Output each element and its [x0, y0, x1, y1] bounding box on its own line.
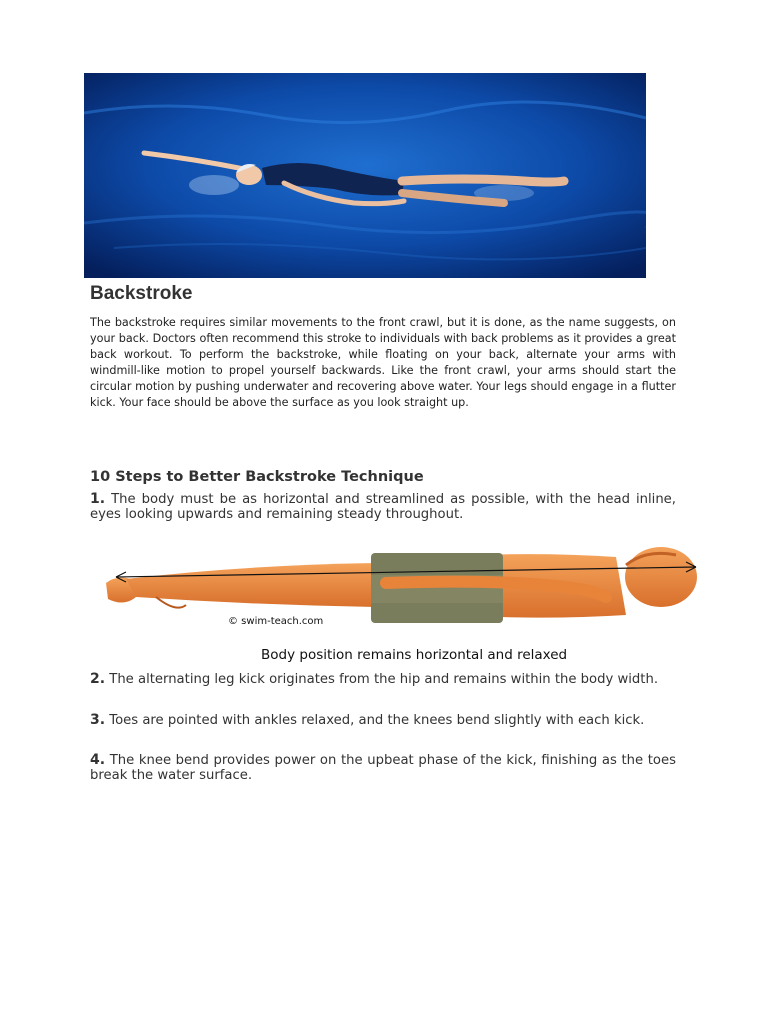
section-title: Backstroke [90, 283, 193, 304]
body-position-figure [96, 535, 708, 665]
step-number: 4. [90, 752, 106, 768]
image-credit: © swim-teach.com [228, 616, 324, 627]
intro-paragraph: The backstroke requires similar movements to the front crawl, but it is done, as the name suggests, on your back. Doctors often recommend this stroke to individuals with back problems as it provides a great back workout. To perform the backstroke, while floating on your back, alternate your arms with windmill-like motion to propel yourself backwards. Like the front crawl, your arms should start the circular motion by pushing underwater and recovering above water. Your legs should engage in a flutter kick. Your face should be above the surface as you look straight up. [90, 316, 676, 409]
step-number: 3. [90, 712, 106, 728]
step-3 [90, 713, 676, 728]
backstroke-photo [84, 73, 646, 278]
step-2 [90, 672, 676, 687]
steps-heading: 10 Steps to Better Backstroke Technique [90, 469, 424, 485]
step-text: The knee bend provides power on the upbeat phase of the kick, finishing as the toes break the water surface. [90, 753, 676, 783]
step-text: The alternating leg kick originates from the hip and remains within the body width. [109, 672, 659, 687]
step-4 [90, 753, 676, 783]
figure-caption: Body position remains horizontal and relaxed [261, 647, 568, 663]
step-text: Toes are pointed with ankles relaxed, and the knees bend slightly with each kick. [109, 713, 645, 728]
body-position-illustration [96, 535, 708, 665]
step-number: 2. [90, 671, 106, 687]
step-number: 1. [90, 491, 106, 507]
step-1 [90, 492, 676, 522]
swimmer-backstroke-photo [84, 73, 646, 278]
step-text: The body must be as horizontal and streamlined as possible, with the head inline, eyes looking upwards and remaining steady throughout. [90, 492, 676, 522]
